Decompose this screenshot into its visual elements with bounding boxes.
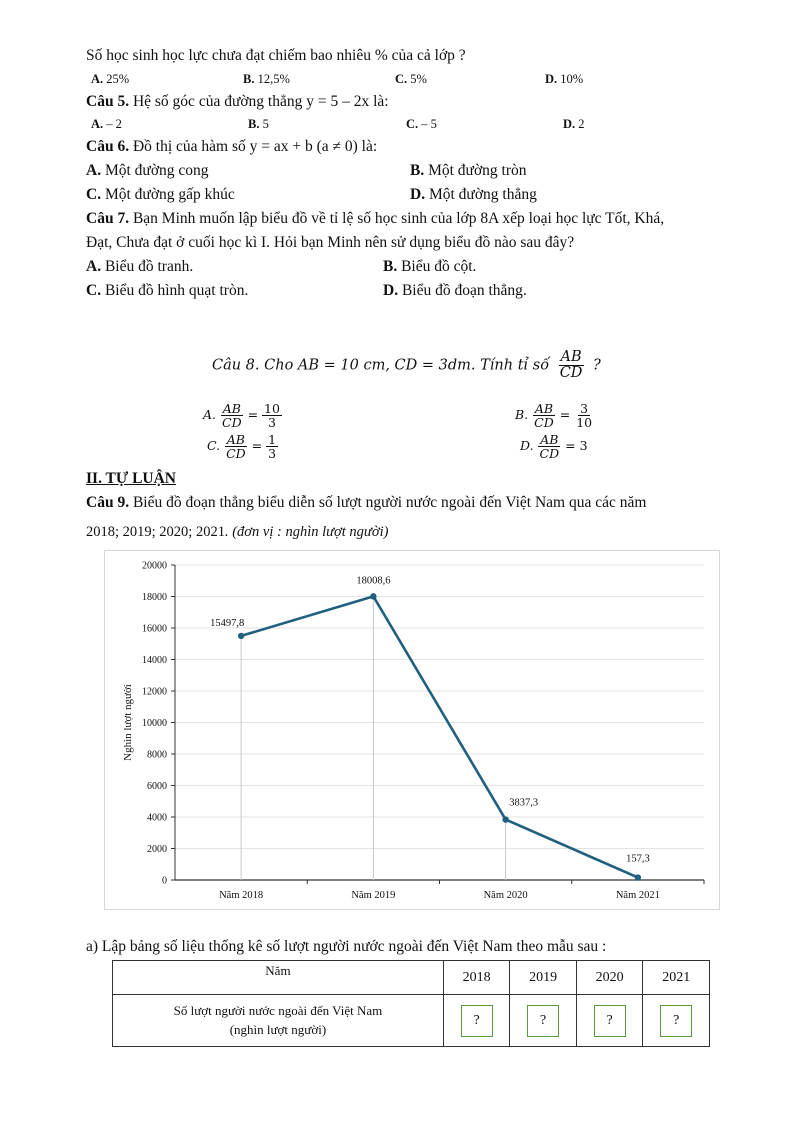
q6-option-d: D. Một đường thẳng: [410, 186, 537, 203]
y-tick-label: 0: [162, 875, 167, 887]
answer-box-2020[interactable]: ?: [594, 1005, 626, 1037]
cell-2021: [643, 995, 710, 1047]
y-axis-label: Nghìn lượt người: [122, 684, 134, 761]
year-2021: 2021: [643, 961, 710, 995]
q5-option-c: C. – 5: [406, 117, 437, 131]
question-6: Câu 6. Đồ thị của hàm số y = ax + b (a ≠ 0) là:: [86, 138, 378, 155]
y-tick-label: 14000: [142, 655, 167, 666]
q8-option-b: B. $\frac{AB}{CD}$ = $\frac{3}{10}$: [515, 401, 593, 431]
y-tick-label: 8000: [147, 749, 167, 761]
q7-option-b: B. Biểu đồ cột.: [383, 258, 477, 275]
year-2019: 2019: [510, 961, 577, 995]
q7-option-c: C. Biểu đồ hình quạt tròn.: [86, 282, 249, 299]
data-label: 15497,8: [210, 617, 245, 629]
x-tick-label: Năm 2021: [615, 890, 660, 901]
question-9-line2: 2018; 2019; 2020; 2021. (đơn vị : nghìn lượt người): [86, 524, 389, 540]
row-label: [113, 995, 444, 1047]
data-point: [238, 633, 244, 639]
statistics-table: [112, 960, 710, 1047]
q8-option-d: D. $\frac{AB}{CD}$ = 3: [520, 432, 588, 462]
q6-option-c: C. Một đường gấp khúc: [86, 186, 235, 203]
q6-option-b: B. Một đường tròn: [410, 162, 527, 179]
section-title: II. TỰ LUẬN: [86, 470, 177, 487]
data-point: [502, 816, 508, 822]
table-header-row: [113, 961, 710, 995]
cell-2020: [576, 995, 643, 1047]
q5-option-a: A. – 2: [91, 117, 122, 131]
x-tick-label: Năm 2020: [483, 890, 528, 901]
question-8: Câu 8. Cho AB = 10 cm, CD = 3dm. Tính tỉ số $\frac{AB}{CD}$ ?: [212, 349, 601, 382]
row-label-line1: Số lượt người nước ngoài đến Việt Nam: [173, 1002, 383, 1018]
answer-box-2019[interactable]: ?: [527, 1005, 559, 1037]
y-tick-label: 10000: [142, 718, 167, 729]
answer-box-2018[interactable]: ?: [461, 1005, 493, 1037]
data-label: 157,3: [626, 853, 650, 865]
row-label-line2: (nghìn lượt người): [229, 1021, 327, 1037]
question-7-line1: Câu 7. Bạn Minh muốn lập biểu đồ về tỉ lệ số học sinh của lớp 8A xếp loại học lực Tốt, Khá,: [86, 210, 665, 227]
year-header: Năm: [113, 961, 444, 995]
q5-option-d: D. 2: [563, 117, 585, 131]
part-a-text: a) Lập bảng số liệu thống kê số lượt người nước ngoài đến Việt Nam theo mẫu sau :: [86, 938, 607, 955]
cell-2019: [510, 995, 577, 1047]
x-tick-label: Năm 2019: [351, 890, 396, 901]
data-point: [635, 874, 641, 880]
y-tick-label: 16000: [142, 623, 167, 635]
q7-option-d: D. Biểu đồ đoạn thẳng.: [383, 282, 527, 299]
question-9-line1: Câu 9. Biểu đồ đoạn thẳng biểu diễn số lượt người nước ngoài đến Việt Nam qua các năm: [86, 494, 647, 511]
q8-option-a: A. $\frac{AB}{CD}$ = $\frac{10}{3}$: [203, 401, 280, 431]
x-tick-label: Năm 2018: [219, 890, 264, 901]
question-5: Câu 5. Hệ số góc của đường thẳng y = 5 – 2x là:: [86, 93, 389, 110]
question-7-line2: Đạt, Chưa đạt ở cuối học kì I. Hỏi bạn Minh nên sử dụng biểu đồ nào sau đây?: [86, 234, 575, 251]
q7-option-a: A. Biểu đồ tranh.: [86, 258, 194, 275]
q8-option-c: C. $\frac{AB}{CD}$ = $\frac{1}{3}$: [207, 432, 277, 462]
year-2020: 2020: [576, 961, 643, 995]
q6-option-a: A. Một đường cong: [86, 162, 209, 179]
y-tick-label: 2000: [147, 844, 167, 855]
q4-option-c: C. 5%: [395, 72, 427, 86]
data-label: 18008,6: [356, 575, 391, 587]
cell-2018: [443, 995, 510, 1047]
q4-option-b: B. 12,5%: [243, 72, 290, 86]
y-tick-label: 12000: [142, 686, 167, 698]
q4-option-a: A. 25%: [91, 72, 130, 86]
y-tick-label: 18000: [142, 592, 167, 603]
answer-box-2021[interactable]: ?: [660, 1005, 692, 1037]
q5-option-b: B. 5: [248, 117, 269, 131]
data-point: [370, 593, 376, 599]
question-4-text: Số học sinh học lực chưa đạt chiếm bao nhiêu % của cả lớp ?: [86, 47, 466, 64]
y-tick-label: 6000: [147, 781, 167, 792]
table-value-row: [113, 995, 710, 1047]
y-tick-label: 4000: [147, 812, 167, 824]
year-2018: 2018: [443, 961, 510, 995]
data-label: 3837,3: [509, 797, 539, 809]
q4-option-d: D. 10%: [545, 72, 584, 86]
line-chart: [104, 550, 720, 910]
y-tick-label: 20000: [142, 560, 167, 572]
